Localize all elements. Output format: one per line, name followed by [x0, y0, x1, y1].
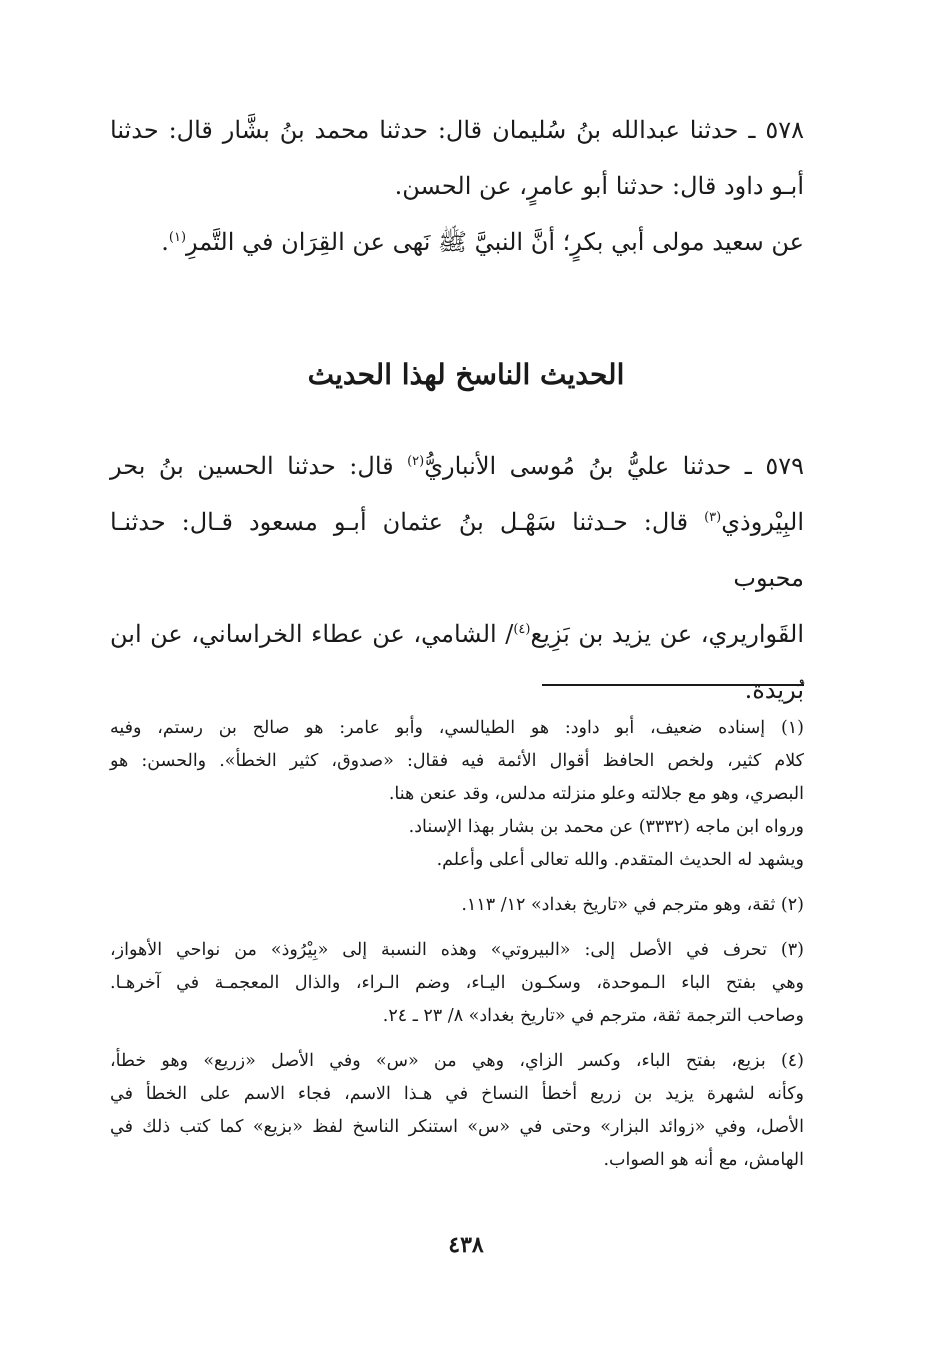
footnote-1-line-5: ويشهد له الحديث المتقدم. والله تعالى أعلى وأعلم. — [436, 850, 804, 870]
hadith-579-l2b: قال: حـدثنا سَهْـل بنُ عثمان أبـو مسعود قـال: حدثنـا محبوب — [110, 508, 804, 592]
footnote-4-line-2: وكأنه لشهرة يزيد بن زريع أخطأ النساخ في هـذا الاسم، فجاء الاسم على الخطأ في — [110, 1084, 804, 1104]
hadith-579-l3b: / الشامي، عن عطاء الخراساني، عن ابن — [110, 620, 514, 648]
hadith-579-line-4: بُريدة. — [744, 676, 804, 704]
footnote-4-line-1: (٤) بزيع، بفتح الباء، وكسر الزاي، وهي من «س» وفي الأصل «زريع» وهو خطأ، — [110, 1051, 804, 1071]
hadith-579-l1a: ٥٧٩ ـ حدثنا عليُّ بنُ مُوسى الأنباريُّ — [424, 452, 804, 480]
hadith-579 — [110, 438, 804, 718]
hadith-578-line-1: ٥٧٨ ـ حدثنا عبدالله بنُ سُليمان قال: حدثنا محمد بنُ بشَّار قال: حدثنا — [110, 116, 804, 144]
footnote-1-line-4: ورواه ابن ماجه (٣٣٣٢) عن محمد بن بشار بهذا الإسناد. — [408, 817, 804, 837]
section-heading: الحديث الناسخ لهذا الحديث — [307, 358, 625, 391]
footnote-1-line-2: كلام كثير، ولخص الحافظ أقوال الأئمة فيه فقال: «صدوق، كثير الخطأ». والحسن: هو — [110, 751, 804, 771]
footnotes — [110, 712, 804, 1177]
footnote-4-line-3: الأصل، وفي «زوائد البزار» وحتى في «س» استنكر الناسخ لفظ «بزيع» كما كتب ذلك في — [110, 1117, 804, 1137]
footnote-3-line-2: وهي بفتح الباء الـموحدة، وسكـون اليـاء، وضم الـراء، والذال المعجمـة في آخرهـا. — [110, 973, 804, 993]
footnote-ref-2: (٢) — [407, 454, 425, 469]
footnote-1-line-3: البصري، وهو مع جلالته وعلو منزلته مدلس، وقد عنعن هنا. — [388, 784, 804, 804]
footnote-1-line-1: (١) إسناده ضعيف، أبو داود: هو الطيالسي، وأبو عامر: هو صالح بن رستم، وفيه — [110, 718, 804, 738]
hadith-579-l1b: قال: حدثنا الحسين بنُ بحر — [110, 452, 408, 480]
hadith-579-line-3 — [110, 606, 804, 662]
hadith-578-text: عن سعيد مولى أبي بكرٍ؛ أنَّ النبيَّ ﷺ نَهى عن القِرَان في التَّمرِ — [186, 228, 804, 256]
hadith-578-line-3 — [110, 214, 804, 270]
footnote-3-line-1: (٣) تحرف في الأصل إلى: «البيروتي» وهذه النسبة إلى «بِيْرُوذ» من نواحي الأهواز، — [110, 940, 804, 960]
hadith-579-line-1 — [110, 438, 804, 494]
footnote-3-line-3: وصاحب الترجمة ثقة، مترجم في «تاريخ بغداد» ٨/ ٢٣ ـ ٢٤. — [382, 1006, 804, 1026]
hadith-579-line-2 — [110, 494, 804, 606]
page-number: ٤٣٨ — [448, 1232, 484, 1258]
footnote-4-line-4: الهامش، مع أنه هو الصواب. — [603, 1150, 804, 1170]
footnote-ref-1: (١) — [168, 230, 187, 245]
footnote-divider — [542, 684, 804, 686]
main-text — [110, 102, 804, 270]
footnote-ref-4: (٤) — [513, 622, 531, 637]
hadith-578-line-2: أبـو داود قال: حدثنا أبو عامرٍ، عن الحسن. — [394, 172, 804, 200]
footnote-ref-3: (٣) — [704, 510, 722, 525]
hadith-579-l3a: القَواريري، عن يزيد بن بَزِيع — [530, 620, 805, 648]
footnote-2-line-1: (٢) ثقة، وهو مترجم في «تاريخ بغداد» ١٢/ ١١٣. — [461, 895, 804, 915]
hadith-578-end: . — [161, 228, 169, 256]
hadith-579-l2a: البِيْروذي — [721, 508, 804, 536]
